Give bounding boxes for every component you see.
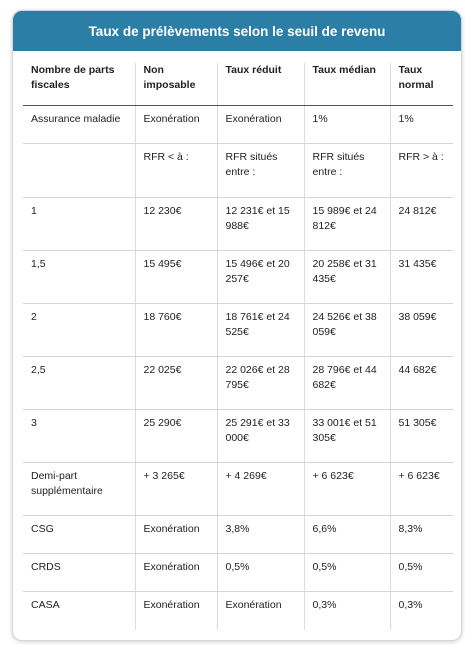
rates-card [12,10,462,641]
table-cell: 44 682€ [390,357,453,410]
table-cell: 20 258€ et 31 435€ [304,251,390,304]
header-taux-normal: Taux normal [390,63,453,106]
table-cell: Exonération [135,554,217,592]
table-cell: 33 001€ et 51 305€ [304,410,390,463]
table-cell: 1,5 [23,251,135,304]
header-taux-reduit: Taux réduit [217,63,304,106]
table-cell: 0,5% [390,554,453,592]
table-cell: 25 290€ [135,410,217,463]
table-cell: 12 230€ [135,198,217,251]
table-cell: RFR < à : [135,144,217,198]
table-cell: 15 495€ [135,251,217,304]
table-cell: 24 526€ et 38 059€ [304,304,390,357]
rates-table [23,63,453,630]
table-cell: 28 796€ et 44 682€ [304,357,390,410]
table-row [23,144,453,198]
table-cell: + 3 265€ [135,463,217,516]
table-cell: 0,5% [217,554,304,592]
table-cell: 1% [390,106,453,144]
table-cell: CRDS [23,554,135,592]
table-cell [23,144,135,198]
table-cell: 2,5 [23,357,135,410]
table-cell: 22 026€ et 28 795€ [217,357,304,410]
table-cell: 15 989€ et 24 812€ [304,198,390,251]
table-cell: RFR > à : [390,144,453,198]
table-row [23,251,453,304]
table-cell: 0,3% [390,592,453,630]
table-row [23,463,453,516]
table-cell: 15 496€ et 20 257€ [217,251,304,304]
table-cell: Exonération [217,106,304,144]
table-cell: CSG [23,516,135,554]
table-row [23,410,453,463]
table-cell: RFR situés entre : [217,144,304,198]
table-cell: + 4 269€ [217,463,304,516]
header-non-imposable: Non imposable [135,63,217,106]
table-cell: 22 025€ [135,357,217,410]
table-header-row [23,63,453,106]
table-cell: CASA [31,599,60,611]
table-cell: + 6 623€ [304,463,390,516]
card-title: Taux de prélèvements selon le seuil de revenu [13,11,461,51]
table-cell: Assurance maladie [23,106,135,144]
header-parts: Nombre de parts fiscales [23,63,135,106]
table-cell: 18 761€ et 24 525€ [217,304,304,357]
table-row [23,554,453,592]
table-row [23,106,453,144]
table-cell: 3 [23,410,135,463]
table-cell: Exonération [217,592,304,630]
table-cell: Demi-part supplémentaire [23,463,135,516]
table-cell: RFR situés entre : [304,144,390,198]
table-cell: 31 435€ [390,251,453,304]
table-cell: 8,3% [390,516,453,554]
table-row [23,357,453,410]
table-cell: 6,6% [304,516,390,554]
table-row [23,516,453,554]
table-cell: 38 059€ [390,304,453,357]
table-cell: 1% [304,106,390,144]
table-cell: 0,3% [304,592,390,630]
table-cell: 24 812€ [390,198,453,251]
table-cell: Exonération [135,592,217,630]
table-cell: 25 291€ et 33 000€ [217,410,304,463]
table-cell: 1 [23,198,135,251]
header-taux-median: Taux médian [304,63,390,106]
table-cell: 3,8% [217,516,304,554]
table-row [23,592,453,630]
table-cell: 51 305€ [390,410,453,463]
table-cell: + 6 623€ [390,463,453,516]
table-row [23,304,453,357]
table-row [23,198,453,251]
table-cell: Exonération [135,516,217,554]
table-cell: 18 760€ [135,304,217,357]
table-cell: Exonération [135,106,217,144]
table-cell: 12 231€ et 15 988€ [217,198,304,251]
table-cell: 0,5% [304,554,390,592]
table-cell: 2 [23,304,135,357]
